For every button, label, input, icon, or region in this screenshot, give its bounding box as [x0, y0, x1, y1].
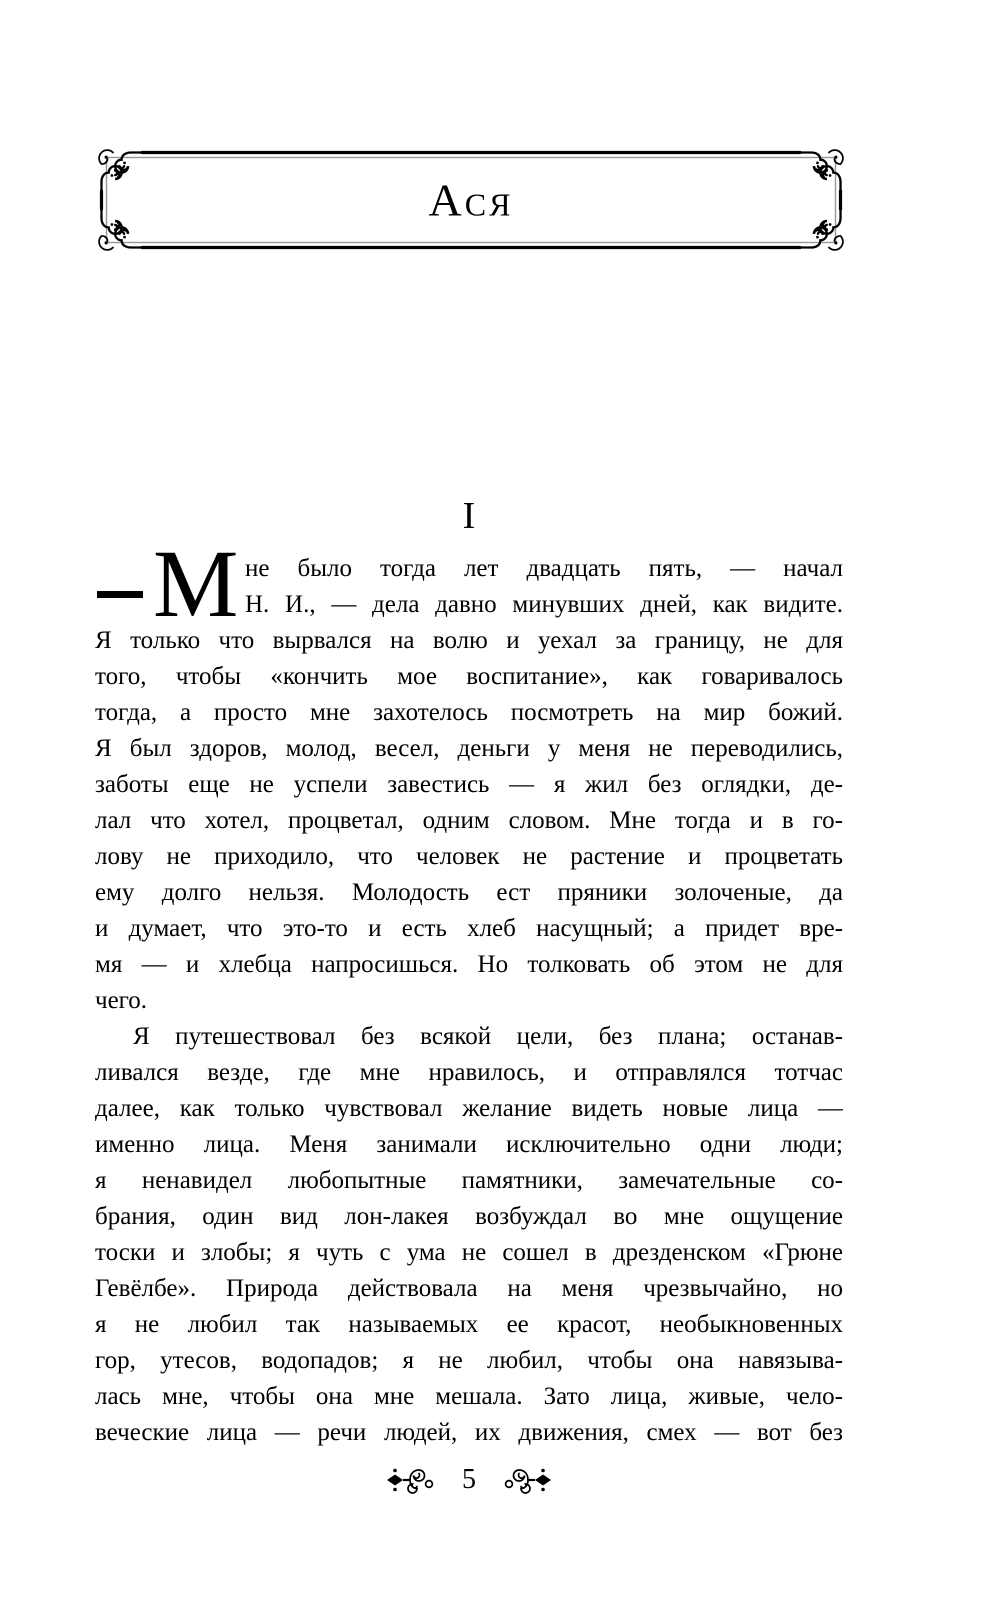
page-number: 5: [462, 1464, 476, 1495]
fleuron-right-icon: [504, 1465, 552, 1495]
body-line: того, чтобы «кончить мое воспитание», как говаривалось: [95, 663, 843, 690]
body-line: Я путешествовал без всякой цели, без плана; останав-: [133, 1023, 843, 1050]
body-line: я не любил так называемых ее красот, необыкновенных: [95, 1311, 843, 1338]
body-line: далее, как только чувствовал желание видеть новые лица —: [95, 1095, 843, 1122]
title-frame: [95, 146, 847, 258]
body-line: не было тогда лет двадцать пять, — начал: [245, 555, 843, 582]
body-line: веческие лица — речи людей, их движения, смех — вот без: [95, 1419, 843, 1446]
body-line: Гевёлбе». Природа действовала на меня чрезвычайно, но: [95, 1275, 843, 1302]
page-title: Ася: [428, 174, 514, 226]
body-text: [95, 530, 843, 1451]
body-line: тогда, а просто мне захотелось посмотреть на мир божий.: [95, 699, 843, 726]
body-line: лал что хотел, процветал, одним словом. Мне тогда и в го-: [95, 807, 843, 834]
body-line: Я был здоров, молод, весел, деньги у меня не переводились,: [95, 735, 843, 762]
body-line: лась мне, чтобы она мне мешала. Зато лица, живые, чело-: [95, 1383, 843, 1410]
fleuron-left-icon: [386, 1465, 434, 1495]
body-line: чего.: [95, 987, 148, 1014]
body-line: лову не приходило, что человек не растение и процветать: [95, 843, 843, 870]
em-dash: [97, 591, 143, 598]
body-line: и думает, что это-то и есть хлеб насущный; а придет вре-: [95, 915, 843, 942]
body-line: именно лица. Меня занимали исключительно одни люди;: [95, 1131, 843, 1158]
chapter-heading: I: [462, 495, 476, 537]
body-line: ливался везде, где мне нравилось, и отправлялся тотчас: [95, 1059, 843, 1086]
body-line: Я только что вырвался на волю и уехал за границу, не для: [95, 627, 843, 654]
body-line: брания, один вид лон-лакея возбуждал во мне ощущение: [95, 1203, 843, 1230]
dropcap-block: [95, 530, 245, 637]
body-line: я ненавидел любопытные памятники, замечательные со-: [95, 1167, 843, 1194]
drop-cap-letter: М: [153, 530, 239, 637]
paragraph-2: [95, 1019, 843, 1451]
body-line: тоски и злобы; я чуть с ума не сошел в дрезденском «Грюне: [95, 1239, 843, 1266]
body-line: мя — и хлебца напросишься. Но толковать об этом не для: [95, 951, 843, 978]
page-footer: [95, 1464, 843, 1496]
body-line: гор, утесов, водопадов; я не любил, чтобы она навязыва-: [95, 1347, 843, 1374]
body-line: заботы еще не успели завестись — я жил без оглядки, де-: [95, 771, 843, 798]
paragraph-1: [95, 530, 843, 1019]
body-line: ему долго нельзя. Молодость ест пряники золоченые, да: [95, 879, 843, 906]
body-line: Н. И., — дела давно минувших дней, как видите.: [245, 591, 843, 618]
